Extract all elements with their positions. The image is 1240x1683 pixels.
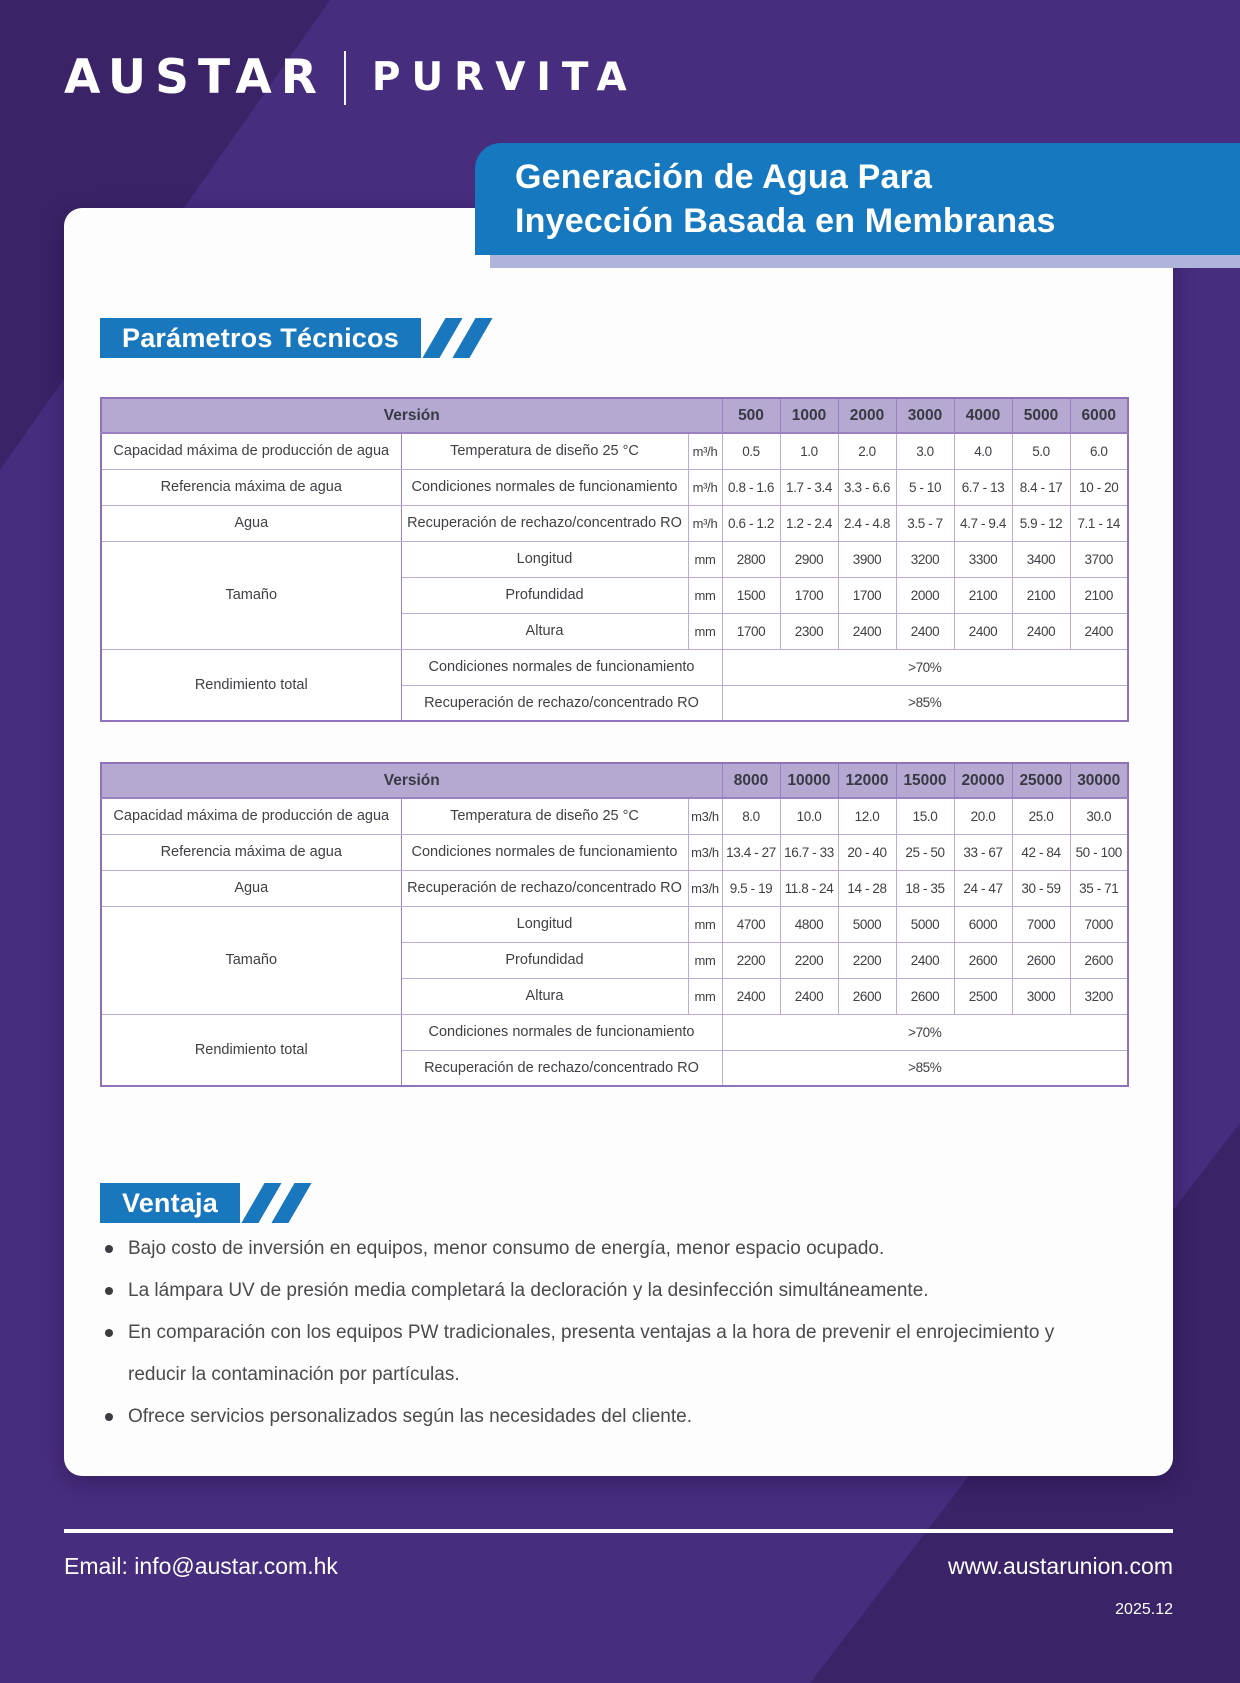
technical-parameters-table-1 xyxy=(100,397,1129,722)
row-value: 3400 xyxy=(1012,541,1070,577)
row-unit: m3/h xyxy=(688,834,722,870)
row-value: 2100 xyxy=(954,577,1012,613)
row-value: 10 - 20 xyxy=(1070,469,1128,505)
version-column-header: 4000 xyxy=(954,398,1012,433)
row-value: 2600 xyxy=(1070,942,1128,978)
row-value: 13.4 - 27 xyxy=(722,834,780,870)
row-value: 8.4 - 17 xyxy=(1012,469,1070,505)
row-description: Profundidad xyxy=(401,942,688,978)
row-value: 7.1 - 14 xyxy=(1070,505,1128,541)
row-value: 4.0 xyxy=(954,433,1012,469)
version-column-header: 12000 xyxy=(838,763,896,798)
row-value: 2200 xyxy=(780,942,838,978)
row-value: 2600 xyxy=(1012,942,1070,978)
size-group-label: Tamaño xyxy=(101,541,401,649)
row-value: 2.4 - 4.8 xyxy=(838,505,896,541)
row-unit: m³/h xyxy=(688,469,722,505)
row-value: 50 - 100 xyxy=(1070,834,1128,870)
advantage-item: La lámpara UV de presión media completará la decloración y la desinfección simultáneamente. xyxy=(100,1270,1100,1312)
row-value: 2800 xyxy=(722,541,780,577)
row-value: 2900 xyxy=(780,541,838,577)
row-value: 9.5 - 19 xyxy=(722,870,780,906)
row-value: 20 - 40 xyxy=(838,834,896,870)
row-value: 1500 xyxy=(722,577,780,613)
size-group-label: Tamaño xyxy=(101,906,401,1014)
row-value: 0.6 - 1.2 xyxy=(722,505,780,541)
page-title-line2: Inyección Basada en Membranas xyxy=(515,202,1056,240)
row-value: 2400 xyxy=(1012,613,1070,649)
row-value: 4.7 - 9.4 xyxy=(954,505,1012,541)
row-description: Longitud xyxy=(401,906,688,942)
advantage-item: Ofrece servicios personalizados según las necesidades del cliente. xyxy=(100,1396,1100,1438)
row-unit: mm xyxy=(688,541,722,577)
performance-value: >85% xyxy=(722,685,1128,721)
banner-accent-strip xyxy=(490,255,1240,268)
row-description: Recuperación de rechazo/concentrado RO xyxy=(401,685,722,721)
section-title-parametros: Parámetros Técnicos xyxy=(100,318,421,358)
row-value: 1700 xyxy=(780,577,838,613)
row-value: 2400 xyxy=(954,613,1012,649)
row-value: 11.8 - 24 xyxy=(780,870,838,906)
row-value: 7000 xyxy=(1070,906,1128,942)
row-value: 6.0 xyxy=(1070,433,1128,469)
footer-date: 2025.12 xyxy=(1115,1601,1173,1618)
version-column-header: 500 xyxy=(722,398,780,433)
version-column-header: 5000 xyxy=(1012,398,1070,433)
row-value: 3200 xyxy=(1070,978,1128,1014)
row-description: Condiciones normales de funcionamiento xyxy=(401,1014,722,1050)
row-value: 25.0 xyxy=(1012,798,1070,834)
row-value: 24 - 47 xyxy=(954,870,1012,906)
row-unit: mm xyxy=(688,942,722,978)
row-value: 1.2 - 2.4 xyxy=(780,505,838,541)
title-banner xyxy=(475,143,1240,255)
row-label: Agua xyxy=(101,505,401,541)
version-column-header: 2000 xyxy=(838,398,896,433)
row-value: 33 - 67 xyxy=(954,834,1012,870)
row-value: 1700 xyxy=(722,613,780,649)
version-column-header: 8000 xyxy=(722,763,780,798)
row-value: 42 - 84 xyxy=(1012,834,1070,870)
brand-divider xyxy=(344,51,346,105)
austar-logo: AUSTAR xyxy=(64,50,326,105)
row-value: 30 - 59 xyxy=(1012,870,1070,906)
row-value: 2400 xyxy=(896,942,954,978)
row-label: Capacidad máxima de producción de agua xyxy=(101,798,401,834)
row-description: Longitud xyxy=(401,541,688,577)
section-header-ventaja xyxy=(100,1183,300,1223)
row-value: 2000 xyxy=(896,577,954,613)
row-value: 18 - 35 xyxy=(896,870,954,906)
row-value: 6.7 - 13 xyxy=(954,469,1012,505)
row-description: Altura xyxy=(401,978,688,1014)
advantage-list xyxy=(100,1228,1100,1438)
row-unit: m3/h xyxy=(688,870,722,906)
performance-group-label: Rendimiento total xyxy=(101,649,401,721)
row-description: Condiciones normales de funcionamiento xyxy=(401,834,688,870)
row-description: Condiciones normales de funcionamiento xyxy=(401,649,722,685)
row-value: 2400 xyxy=(722,978,780,1014)
technical-parameters-table-2 xyxy=(100,762,1129,1087)
row-value: 2100 xyxy=(1070,577,1128,613)
row-value: 7000 xyxy=(1012,906,1070,942)
row-value: 3900 xyxy=(838,541,896,577)
row-value: 2600 xyxy=(838,978,896,1014)
row-value: 2400 xyxy=(896,613,954,649)
row-value: 2400 xyxy=(838,613,896,649)
row-unit: mm xyxy=(688,906,722,942)
row-description: Recuperación de rechazo/concentrado RO xyxy=(401,1050,722,1086)
row-unit: mm xyxy=(688,613,722,649)
row-value: 15.0 xyxy=(896,798,954,834)
row-label: Agua xyxy=(101,870,401,906)
row-value: 4800 xyxy=(780,906,838,942)
row-value: 3000 xyxy=(1012,978,1070,1014)
performance-group-label: Rendimiento total xyxy=(101,1014,401,1086)
version-column-header: 30000 xyxy=(1070,763,1128,798)
version-column-header: 10000 xyxy=(780,763,838,798)
row-value: 5.0 xyxy=(1012,433,1070,469)
row-description: Condiciones normales de funcionamiento xyxy=(401,469,688,505)
row-description: Temperatura de diseño 25 °C xyxy=(401,798,688,834)
row-value: 2.0 xyxy=(838,433,896,469)
performance-value: >70% xyxy=(722,1014,1128,1050)
row-unit: mm xyxy=(688,577,722,613)
row-value: 5 - 10 xyxy=(896,469,954,505)
row-value: 5.9 - 12 xyxy=(1012,505,1070,541)
version-column-header: 20000 xyxy=(954,763,1012,798)
row-value: 0.8 - 1.6 xyxy=(722,469,780,505)
row-value: 2400 xyxy=(1070,613,1128,649)
row-value: 8.0 xyxy=(722,798,780,834)
row-label: Referencia máxima de agua xyxy=(101,469,401,505)
row-value: 14 - 28 xyxy=(838,870,896,906)
row-value: 1700 xyxy=(838,577,896,613)
advantage-item: En comparación con los equipos PW tradicionales, presenta ventajas a la hora de prevenir el enrojecimiento y reducir la contaminación por partículas. xyxy=(100,1312,1100,1396)
row-unit: mm xyxy=(688,978,722,1014)
row-value: 2200 xyxy=(722,942,780,978)
row-value: 30.0 xyxy=(1070,798,1128,834)
row-description: Recuperación de rechazo/concentrado RO xyxy=(401,505,688,541)
row-value: 3300 xyxy=(954,541,1012,577)
row-value: 4700 xyxy=(722,906,780,942)
row-value: 1.7 - 3.4 xyxy=(780,469,838,505)
version-column-header: 3000 xyxy=(896,398,954,433)
row-value: 35 - 71 xyxy=(1070,870,1128,906)
section-title-ventaja: Ventaja xyxy=(100,1183,240,1223)
page-title-line1: Generación de Agua Para xyxy=(515,157,933,196)
row-value: 2300 xyxy=(780,613,838,649)
row-value: 2200 xyxy=(838,942,896,978)
row-description: Altura xyxy=(401,613,688,649)
row-value: 0.5 xyxy=(722,433,780,469)
advantage-item: Bajo costo de inversión en equipos, menor consumo de energía, menor espacio ocupado. xyxy=(100,1228,1100,1270)
row-value: 6000 xyxy=(954,906,1012,942)
row-description: Recuperación de rechazo/concentrado RO xyxy=(401,870,688,906)
purvita-logo: PURVITA xyxy=(371,55,638,100)
row-value: 2400 xyxy=(780,978,838,1014)
version-column-header: 1000 xyxy=(780,398,838,433)
row-value: 5000 xyxy=(838,906,896,942)
row-description: Temperatura de diseño 25 °C xyxy=(401,433,688,469)
row-label: Referencia máxima de agua xyxy=(101,834,401,870)
row-value: 2600 xyxy=(896,978,954,1014)
version-column-header: 6000 xyxy=(1070,398,1128,433)
performance-value: >70% xyxy=(722,649,1128,685)
row-label: Capacidad máxima de producción de agua xyxy=(101,433,401,469)
row-value: 2100 xyxy=(1012,577,1070,613)
brand-header xyxy=(64,50,638,105)
row-description: Profundidad xyxy=(401,577,688,613)
row-value: 3700 xyxy=(1070,541,1128,577)
footer-divider xyxy=(64,1529,1173,1533)
row-unit: m3/h xyxy=(688,798,722,834)
row-value: 16.7 - 33 xyxy=(780,834,838,870)
version-header-label: Versión xyxy=(101,398,722,433)
row-value: 5000 xyxy=(896,906,954,942)
row-value: 2600 xyxy=(954,942,1012,978)
row-value: 3200 xyxy=(896,541,954,577)
row-value: 3.3 - 6.6 xyxy=(838,469,896,505)
section-header-parametros xyxy=(100,318,481,358)
version-header-label: Versión xyxy=(101,763,722,798)
row-value: 20.0 xyxy=(954,798,1012,834)
performance-value: >85% xyxy=(722,1050,1128,1086)
version-column-header: 15000 xyxy=(896,763,954,798)
row-value: 12.0 xyxy=(838,798,896,834)
version-column-header: 25000 xyxy=(1012,763,1070,798)
row-value: 2500 xyxy=(954,978,1012,1014)
row-unit: m³/h xyxy=(688,433,722,469)
row-value: 3.5 - 7 xyxy=(896,505,954,541)
row-unit: m³/h xyxy=(688,505,722,541)
row-value: 25 - 50 xyxy=(896,834,954,870)
row-value: 10.0 xyxy=(780,798,838,834)
footer-email: Email: info@austar.com.hk xyxy=(64,1553,338,1579)
row-value: 3.0 xyxy=(896,433,954,469)
row-value: 1.0 xyxy=(780,433,838,469)
footer-website: www.austarunion.com xyxy=(948,1553,1173,1579)
